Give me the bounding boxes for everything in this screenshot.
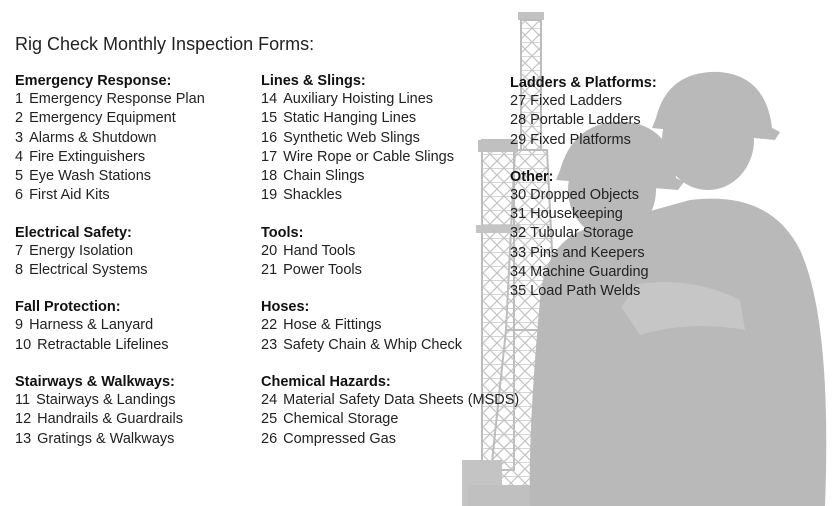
column-1 xyxy=(15,72,250,467)
item-label: Chemical Storage xyxy=(283,411,399,428)
list-item xyxy=(15,410,250,429)
list-item xyxy=(15,90,250,109)
list-item xyxy=(261,316,521,335)
item-label: Pins and Keepers xyxy=(530,244,645,261)
item-label: Safety Chain & Whip Check xyxy=(283,336,463,353)
list-item xyxy=(510,205,710,224)
item-label: Dropped Objects xyxy=(530,186,639,203)
list-item xyxy=(261,410,521,429)
list-item xyxy=(510,111,710,130)
list-item xyxy=(261,430,521,449)
item-label: Alarms & Shutdown xyxy=(29,129,157,146)
item-label: Chain Slings xyxy=(283,168,365,185)
list-item xyxy=(510,263,710,282)
item-number: 34 xyxy=(510,264,527,281)
list-item xyxy=(261,167,521,186)
list-item xyxy=(15,336,250,355)
item-number: 5 xyxy=(15,168,24,185)
list-item xyxy=(510,186,710,205)
item-label: Energy Isolation xyxy=(29,242,134,259)
list-item xyxy=(15,129,250,148)
item-number: 10 xyxy=(15,336,32,353)
item-number: 18 xyxy=(261,168,278,185)
page-title: Rig Check Monthly Inspection Forms: xyxy=(15,34,315,54)
column-3 xyxy=(510,74,710,320)
item-label: Fixed Platforms xyxy=(530,131,631,148)
list-item xyxy=(261,90,521,109)
item-label: Material Safety Data Sheets (MSDS) xyxy=(283,391,520,408)
item-label: Hose & Fittings xyxy=(283,317,382,334)
list-item xyxy=(510,282,710,301)
item-number: 25 xyxy=(261,411,278,428)
item-number: 23 xyxy=(261,336,278,353)
item-number: 20 xyxy=(261,242,278,259)
list-item xyxy=(15,242,250,261)
item-label: Electrical Systems xyxy=(29,262,148,279)
item-label: Fixed Ladders xyxy=(530,93,623,109)
item-number: 17 xyxy=(261,148,278,165)
item-number: 31 xyxy=(510,206,527,223)
item-label: Tubular Storage xyxy=(530,225,634,242)
item-number: 11 xyxy=(15,391,31,408)
item-number: 35 xyxy=(510,283,527,300)
item-label: Handrails & Guardrails xyxy=(37,411,184,428)
section-title: Hoses: xyxy=(261,299,310,316)
item-number: 1 xyxy=(15,91,24,107)
section-title: Stairways & Walkways: xyxy=(15,373,175,390)
section-emergency-response xyxy=(15,72,250,206)
list-item xyxy=(261,242,521,261)
item-number: 4 xyxy=(15,148,24,165)
item-label: Portable Ladders xyxy=(530,112,641,129)
item-label: Compressed Gas xyxy=(283,430,396,447)
list-item xyxy=(261,129,521,148)
item-number: 12 xyxy=(15,411,32,428)
item-number: 8 xyxy=(15,262,24,279)
section-lines-slings xyxy=(261,72,521,206)
list-item xyxy=(510,224,710,243)
item-number: 22 xyxy=(261,317,278,334)
section-hoses xyxy=(261,298,521,355)
item-label: Wire Rope or Cable Slings xyxy=(283,148,454,165)
item-number: 9 xyxy=(15,317,24,334)
list-item xyxy=(15,167,250,186)
list-item xyxy=(261,261,521,280)
list-item xyxy=(15,316,250,335)
item-number: 16 xyxy=(261,129,278,146)
list-item xyxy=(15,186,250,205)
item-number: 33 xyxy=(510,244,527,261)
item-number: 19 xyxy=(261,187,278,204)
list-item xyxy=(510,244,710,263)
section-title: Other: xyxy=(510,168,554,185)
section-title: Ladders & Platforms: xyxy=(510,75,657,91)
item-label: Eye Wash Stations xyxy=(29,168,152,185)
list-item xyxy=(15,148,250,167)
item-number: 3 xyxy=(15,129,24,146)
section-electrical-safety xyxy=(15,224,250,281)
item-label: First Aid Kits xyxy=(29,187,110,204)
item-number: 27 xyxy=(510,93,527,109)
item-number: 21 xyxy=(261,262,278,279)
list-item xyxy=(15,109,250,128)
list-item xyxy=(261,336,521,355)
section-ladders-platforms xyxy=(510,74,710,150)
section-title: Lines & Slings: xyxy=(261,73,366,89)
section-title: Chemical Hazards: xyxy=(261,373,391,390)
list-item xyxy=(261,109,521,128)
section-title: Tools: xyxy=(261,224,304,241)
item-label: Harness & Lanyard xyxy=(29,317,154,334)
section-other xyxy=(510,168,710,302)
item-label: Stairways & Landings xyxy=(36,391,176,408)
item-number: 14 xyxy=(261,91,278,107)
item-number: 7 xyxy=(15,242,24,259)
item-number: 26 xyxy=(261,430,278,447)
list-item xyxy=(261,186,521,205)
item-number: 28 xyxy=(510,112,527,129)
list-item xyxy=(15,430,250,449)
list-item xyxy=(15,261,250,280)
item-number: 13 xyxy=(15,430,32,447)
item-number: 2 xyxy=(15,110,24,127)
item-number: 24 xyxy=(261,391,278,408)
item-label: Static Hanging Lines xyxy=(283,110,417,127)
item-number: 30 xyxy=(510,186,527,203)
column-2 xyxy=(261,72,521,467)
item-label: Housekeeping xyxy=(530,206,623,223)
item-label: Shackles xyxy=(283,187,342,204)
section-tools xyxy=(261,224,521,281)
item-label: Hand Tools xyxy=(283,242,356,259)
list-item xyxy=(510,131,710,150)
item-number: 15 xyxy=(261,110,278,127)
item-label: Fire Extinguishers xyxy=(29,148,146,165)
item-label: Emergency Equipment xyxy=(29,110,176,127)
item-number: 6 xyxy=(15,187,24,204)
item-number: 32 xyxy=(510,225,527,242)
item-label: Synthetic Web Slings xyxy=(283,129,420,146)
list-item xyxy=(15,391,250,410)
list-item xyxy=(510,92,710,111)
item-label: Auxiliary Hoisting Lines xyxy=(283,91,434,107)
item-label: Emergency Response Plan xyxy=(29,91,205,107)
item-label: Gratings & Walkways xyxy=(37,430,175,447)
item-label: Machine Guarding xyxy=(530,264,649,281)
section-title: Emergency Response: xyxy=(15,73,172,89)
item-label: Retractable Lifelines xyxy=(37,336,169,353)
section-title: Fall Protection: xyxy=(15,299,121,316)
item-label: Load Path Welds xyxy=(530,283,641,300)
item-number: 29 xyxy=(510,131,527,148)
item-label: Power Tools xyxy=(283,262,362,279)
section-stairways-walkways xyxy=(15,373,250,449)
list-item xyxy=(261,391,521,410)
section-title: Electrical Safety: xyxy=(15,224,132,241)
section-chemical-hazards xyxy=(261,373,521,449)
list-item xyxy=(261,148,521,167)
section-fall-protection xyxy=(15,298,250,355)
